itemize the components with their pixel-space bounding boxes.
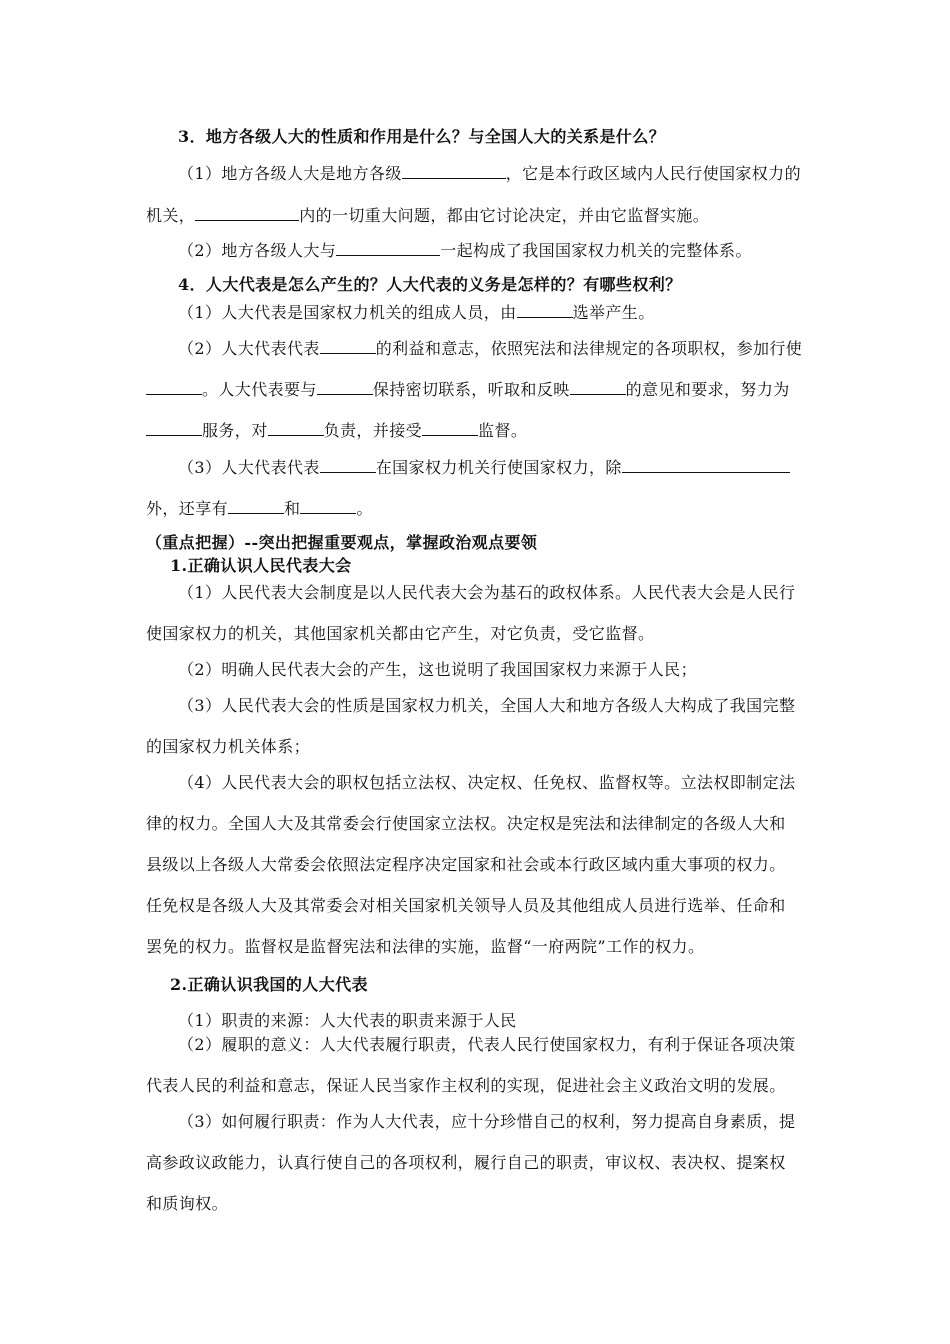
question-4-heading: 4．人大代表是怎么产生的？人大代表的义务是怎样的？有哪些权利？ [178,275,682,294]
fill-blank[interactable] [268,421,324,436]
q3-para-1-line-2 [146,206,806,226]
text-span: 服务，对 [202,421,268,440]
s2-line: （2）履职的意义：人大代表履行职责，代表人民行使国家权力，有利于保证各项决策 [178,1035,796,1054]
fill-blank[interactable] [422,421,478,436]
section-2-title: 2.正确认识我国的人大代表 [170,975,368,994]
s2-line: （1）职责的来源：人大代表的职责来源于人民 [178,1011,517,1030]
text-span: （2）人大代表代表 [178,339,320,358]
s1-line: （4）人民代表大会的职权包括立法权、决定权、任免权、监督权等。立法权即制定法 [178,773,796,792]
text-span: 。 [356,499,373,518]
q3-para-1-line-1 [178,164,838,184]
text-span: 一起构成了我国国家权力机关的完整体系。 [440,241,752,260]
s2-line: 高参政议政能力，认真行使自己的各项权利，履行自己的职责，审议权、表决权、提案权 [146,1153,786,1172]
s1-line: 使国家权力的机关，其他国家机关都由它产生，对它负责，受它监督。 [146,624,655,643]
q4-para-2-line-3 [146,421,806,441]
s1-line: 律的权力。全国人大及其常委会行使国家立法权。决定权是宪法和法律制定的各级人大和 [146,814,786,833]
s2-line: （3）如何履行职责：作为人大代表，应十分珍惜自己的权利，努力提高自身素质，提 [178,1112,796,1131]
s1-line: 的国家权力机关体系； [146,737,311,756]
text-span: 在国家权力机关行使国家权力，除 [375,458,622,477]
text-span: （1）人大代表是国家权力机关的组成人员，由 [178,303,517,322]
s2-line: 和质询权。 [146,1194,229,1213]
text-span: （1）地方各级人大是地方各级 [178,164,402,183]
s1-line: （1）人民代表大会制度是以人民代表大会为基石的政权体系。人民代表大会是人民行 [178,583,796,602]
s2-line: 代表人民的利益和意志，保证人民当家作主权利的实现，促进社会主义政治文明的发展。 [146,1076,786,1095]
text-span: 监督。 [478,421,528,440]
fill-blank[interactable] [336,241,440,256]
q4-para-3-line-1 [178,458,838,478]
q3-para-2 [178,241,838,261]
q4-para-1 [178,303,838,323]
text-span: 负责，并接受 [323,421,423,440]
fill-blank[interactable] [570,380,626,395]
question-3-heading: 3．地方各级人大的性质和作用是什么？与全国人大的关系是什么？ [178,127,666,146]
text-span: （2）地方各级人大与 [178,241,337,260]
s1-line: （2）明确人民代表大会的产生，这也说明了我国国家权力来源于人民； [178,660,697,679]
fill-blank[interactable] [517,303,573,318]
fill-blank[interactable] [402,164,506,179]
text-span: ，它是本行政区域内人民行使国家权力的 [505,164,801,183]
fill-blank[interactable] [228,499,284,514]
s1-line: 县级以上各级人大常委会依照法定程序决定国家和社会或本行政区域内重大事项的权力。 [146,855,786,874]
fill-blank[interactable] [317,380,373,395]
text-span: 机关， [146,206,196,225]
q4-para-2-line-2 [146,380,806,400]
fill-blank[interactable] [300,499,356,514]
text-span: 保持密切联系，听取和反映 [372,380,570,399]
fill-blank[interactable] [622,458,790,473]
fill-blank[interactable] [320,458,376,473]
q4-para-2-line-1 [178,339,838,359]
s1-line: （3）人民代表大会的性质是国家权力机关，全国人大和地方各级人大构成了我国完整 [178,696,796,715]
text-span: 的利益和意志，依照宪法和法律规定的各项职权，参加行使 [375,339,803,358]
text-span: （3）人大代表代表 [178,458,320,477]
fill-blank[interactable] [146,380,202,395]
text-span: 。人大代表要与 [202,380,317,399]
key-points-heading: （重点把握）--突出把握重要观点，掌握政治观点要领 [146,533,538,552]
text-span: 的意见和要求，努力为 [625,380,790,399]
s1-line: 任免权是各级人大及其常委会对相关国家机关领导人员及其他组成人员进行选举、任命和 [146,896,786,915]
text-span: 选举产生。 [572,303,655,322]
text-span: 和 [284,499,301,518]
text-span: 内的一切重大问题，都由它讨论决定，并由它监督实施。 [299,206,710,225]
fill-blank[interactable] [320,339,376,354]
text-span: 外，还享有 [146,499,229,518]
fill-blank[interactable] [146,421,202,436]
q4-para-3-line-2 [146,499,806,519]
section-1-title: 1.正确认识人民代表大会 [170,556,352,575]
fill-blank[interactable] [195,206,299,221]
s1-line: 罢免的权力。监督权是监督宪法和法律的实施，监督“一府两院”工作的权力。 [146,937,705,956]
